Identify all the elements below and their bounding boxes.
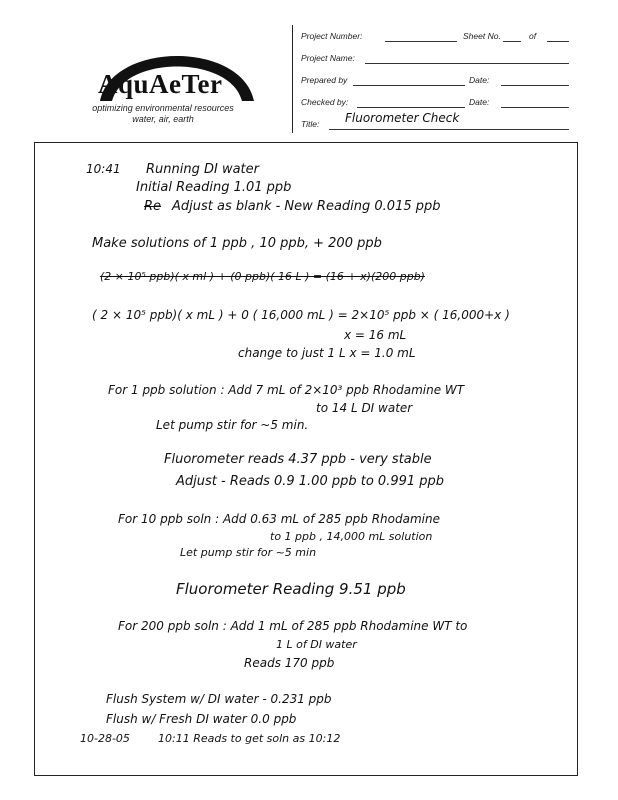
project-number-label: Project Number: <box>301 31 363 41</box>
project-number-row <box>293 29 579 49</box>
note-line: Running DI water <box>146 162 260 177</box>
note-line: Make solutions of 1 ppb , 10 ppb, + 200 ppb <box>92 236 382 251</box>
note-date: 10-28-05 <box>80 732 130 745</box>
note-line: Let pump stir for ~5 min. <box>156 418 309 432</box>
note-line: Adjust - Reads 0.9 1.00 ppb to 0.991 ppb <box>176 474 445 489</box>
note-line: For 200 ppb soln : Add 1 mL of 285 ppb Rhodamine WT to <box>118 619 468 633</box>
note-line: x = 16 mL <box>344 328 407 342</box>
prepared-date-field[interactable] <box>501 85 569 86</box>
note-struck-equation: (2 × 10⁵ ppb)( x ml ) + (0 ppb)( 16 L ) = (16 + x)(200 ppb) <box>100 270 425 283</box>
note-line: change to just 1 L x = 1.0 mL <box>238 346 416 360</box>
note-line: 10:11 Reads to get soln as 10:12 <box>158 732 341 745</box>
note-time: 10:41 <box>86 162 121 176</box>
sheet-total-field[interactable] <box>547 41 569 42</box>
sheet-no-label: Sheet No. <box>463 31 501 41</box>
prepared-by-label: Prepared by <box>301 75 348 85</box>
checked-date-label: Date: <box>469 97 490 107</box>
of-label: of <box>529 31 537 41</box>
note-line: Fluorometer reads 4.37 ppb - very stable <box>164 452 432 467</box>
title-field[interactable] <box>329 129 569 130</box>
checked-by-label: Checked by: <box>301 97 349 107</box>
company-logo <box>34 25 292 133</box>
note-line: Initial Reading 1.01 ppb <box>136 180 292 195</box>
checked-by-field[interactable] <box>357 107 465 108</box>
checked-date-field[interactable] <box>501 107 569 108</box>
sheet-no-field[interactable] <box>503 41 521 42</box>
note-line: Adjust as blank - New Reading 0.015 ppb <box>172 199 441 214</box>
note-line: Let pump stir for ~5 min <box>180 546 317 559</box>
note-line: Fluorometer Reading 9.51 ppb <box>176 580 406 598</box>
project-number-field[interactable] <box>385 41 457 42</box>
title-label: Title: <box>301 119 320 129</box>
logo-wordmark: AquAeTer <box>98 69 223 99</box>
note-line: Reads 170 ppb <box>244 656 335 670</box>
title-row <box>293 111 579 135</box>
project-name-label: Project Name: <box>301 53 355 63</box>
note-equation: ( 2 × 10⁵ ppb)( x mL ) + 0 ( 16,000 mL ) = 2×10⁵ ppb × ( 16,000+x ) <box>92 308 510 322</box>
note-line: to 14 L DI water <box>316 401 413 415</box>
note-struck-text: Re <box>144 199 162 214</box>
note-line: Flush System w/ DI water - 0.231 ppb <box>106 692 332 706</box>
note-line: to 1 ppb , 14,000 mL solution <box>270 530 433 543</box>
project-name-field[interactable] <box>365 63 569 64</box>
logo-tagline-elements: water, air, earth <box>132 114 194 124</box>
project-name-row <box>293 51 579 71</box>
title-value: Fluorometer Check <box>345 111 460 125</box>
prepared-by-field[interactable] <box>353 85 465 86</box>
note-line: 1 L of DI water <box>276 638 357 651</box>
logo-tagline: optimizing environmental resources <box>92 103 234 113</box>
note-line: Flush w/ Fresh DI water 0.0 ppb <box>106 712 297 726</box>
prepared-date-label: Date: <box>469 75 490 85</box>
note-line: For 1 ppb solution : Add 7 mL of 2×10³ ppb Rhodamine WT <box>108 383 465 397</box>
note-line: For 10 ppb soln : Add 0.63 mL of 285 ppb Rhodamine <box>118 512 440 526</box>
header-fields <box>292 25 579 133</box>
prepared-by-row <box>293 73 579 93</box>
